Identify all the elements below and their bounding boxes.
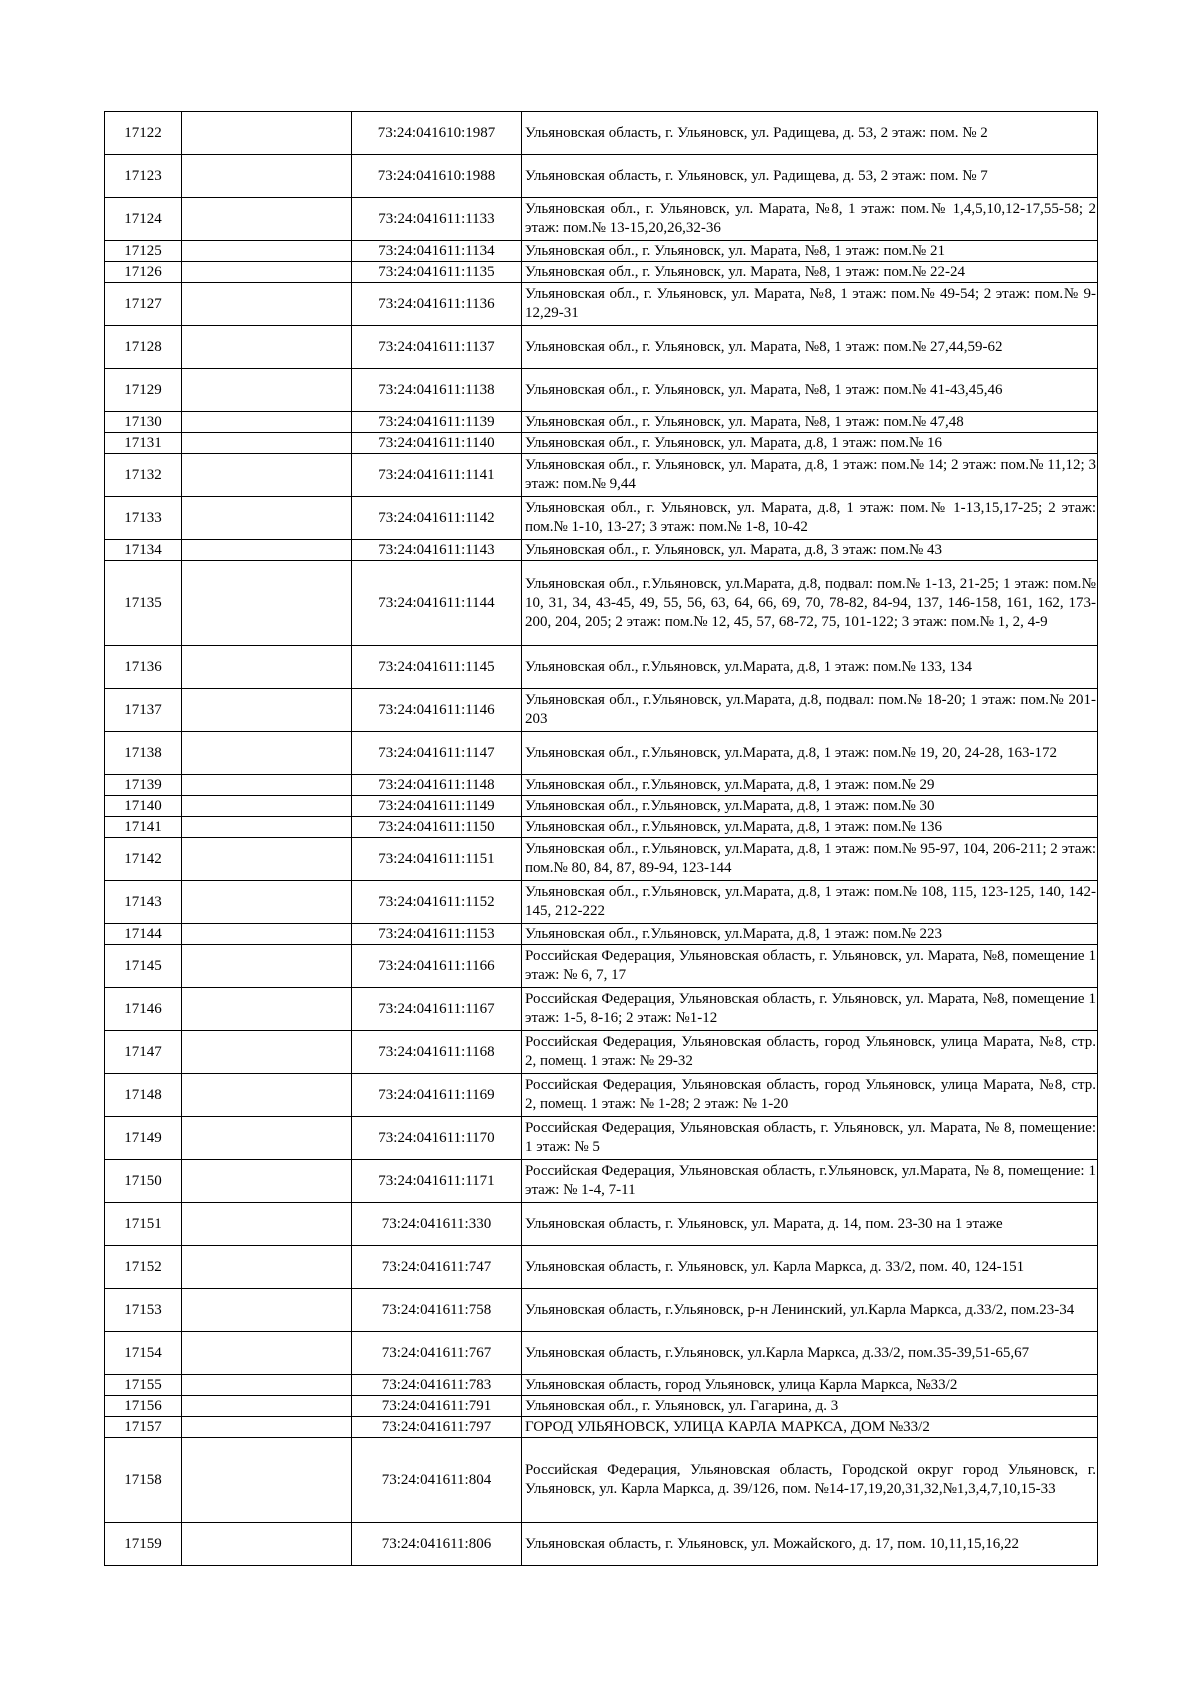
empty-cell <box>182 924 352 945</box>
empty-cell <box>182 454 352 497</box>
empty-cell <box>182 1417 352 1438</box>
row-number-cell: 17122 <box>105 112 182 155</box>
empty-cell <box>182 775 352 796</box>
address-cell: Ульяновская обл., г.Ульяновск, ул.Марата, д.8, подвал: пом.№ 1-13, 21-25; 1 этаж: пом.№ 10, 31, 34, 43-45, 49, 55, 56, 63, 64, 66, 69, 70, 78-82, 84-94, 137, 146-158, 161, 162, 173-200, 204, 205; 2 этаж: пом.№ 12, 45, 57, 68-72, 75, 101-122; 3 этаж: пом.№ 1, 2, 4-9 <box>522 561 1098 646</box>
table-row <box>105 1160 1098 1203</box>
cadastral-number-cell: 73:24:041611:1148 <box>352 775 522 796</box>
address-cell: Ульяновская область, г. Ульяновск, ул. Можайского, д. 17, пом. 10,11,15,16,22 <box>522 1523 1098 1566</box>
table-row <box>105 112 1098 155</box>
empty-cell <box>182 838 352 881</box>
table-row <box>105 689 1098 732</box>
empty-cell <box>182 1031 352 1074</box>
table-row <box>105 1396 1098 1417</box>
empty-cell <box>182 1332 352 1375</box>
row-number-cell: 17150 <box>105 1160 182 1203</box>
address-cell: Ульяновская область, г. Ульяновск, ул. Карла Маркса, д. 33/2, пом. 40, 124-151 <box>522 1246 1098 1289</box>
row-number-cell: 17151 <box>105 1203 182 1246</box>
row-number-cell: 17153 <box>105 1289 182 1332</box>
empty-cell <box>182 198 352 241</box>
empty-cell <box>182 945 352 988</box>
address-cell: Ульяновская обл., г. Ульяновск, ул. Марата, №8, 1 этаж: пом.№ 27,44,59-62 <box>522 326 1098 369</box>
cadastral-number-cell: 73:24:041611:1150 <box>352 817 522 838</box>
row-number-cell: 17125 <box>105 241 182 262</box>
table-row <box>105 1523 1098 1566</box>
cadastral-number-cell: 73:24:041610:1987 <box>352 112 522 155</box>
address-cell: Ульяновская обл., г. Ульяновск, ул. Марата, №8, 1 этаж: пом.№ 41-43,45,46 <box>522 369 1098 412</box>
row-number-cell: 17156 <box>105 1396 182 1417</box>
table-row <box>105 561 1098 646</box>
cadastral-number-cell: 73:24:041611:1153 <box>352 924 522 945</box>
address-cell: Российская Федерация, Ульяновская область, г. Ульяновск, ул. Марата, №8, помещение 1 этаж: № 6, 7, 17 <box>522 945 1098 988</box>
cadastral-number-cell: 73:24:041611:1147 <box>352 732 522 775</box>
address-cell: Ульяновская обл., г. Ульяновск, ул. Марата, №8, 1 этаж: пом.№ 47,48 <box>522 412 1098 433</box>
empty-cell <box>182 369 352 412</box>
address-cell: Ульяновская обл., г.Ульяновск, ул.Марата, д.8, 1 этаж: пом.№ 136 <box>522 817 1098 838</box>
row-number-cell: 17129 <box>105 369 182 412</box>
cadastral-number-cell: 73:24:041611:1169 <box>352 1074 522 1117</box>
empty-cell <box>182 241 352 262</box>
table-row <box>105 1117 1098 1160</box>
cadastral-number-cell: 73:24:041611:797 <box>352 1417 522 1438</box>
empty-cell <box>182 262 352 283</box>
cadastral-number-cell: 73:24:041611:1135 <box>352 262 522 283</box>
table-row <box>105 1074 1098 1117</box>
row-number-cell: 17157 <box>105 1417 182 1438</box>
cadastral-number-cell: 73:24:041611:1171 <box>352 1160 522 1203</box>
address-cell: Ульяновская обл., г.Ульяновск, ул.Марата, д.8, 1 этаж: пом.№ 108, 115, 123-125, 140, 142-145, 212-222 <box>522 881 1098 924</box>
row-number-cell: 17148 <box>105 1074 182 1117</box>
table-row <box>105 1438 1098 1523</box>
empty-cell <box>182 497 352 540</box>
table-row <box>105 1375 1098 1396</box>
empty-cell <box>182 283 352 326</box>
row-number-cell: 17127 <box>105 283 182 326</box>
address-cell: Ульяновская область, г.Ульяновск, р-н Ленинский, ул.Карла Маркса, д.33/2, пом.23-34 <box>522 1289 1098 1332</box>
cadastral-number-cell: 73:24:041611:767 <box>352 1332 522 1375</box>
table-row <box>105 988 1098 1031</box>
address-cell: Ульяновская обл., г. Ульяновск, ул. Марата, д.8, 1 этаж: пом.№ 14; 2 этаж: пом.№ 11,12; 3 этаж: пом.№ 9,44 <box>522 454 1098 497</box>
table-row <box>105 1417 1098 1438</box>
table-row <box>105 838 1098 881</box>
empty-cell <box>182 817 352 838</box>
table-row <box>105 881 1098 924</box>
row-number-cell: 17132 <box>105 454 182 497</box>
address-cell: Российская Федерация, Ульяновская область, город Ульяновск, улица Марата, №8, стр. 2, помещ. 1 этаж: № 1-28; 2 этаж: № 1-20 <box>522 1074 1098 1117</box>
row-number-cell: 17147 <box>105 1031 182 1074</box>
address-cell: Ульяновская область, г.Ульяновск, ул.Карла Маркса, д.33/2, пом.35-39,51-65,67 <box>522 1332 1098 1375</box>
table-row <box>105 945 1098 988</box>
cadastral-number-cell: 73:24:041611:758 <box>352 1289 522 1332</box>
address-cell: Ульяновская область, г. Ульяновск, ул. Радищева, д. 53, 2 этаж: пом. № 2 <box>522 112 1098 155</box>
row-number-cell: 17135 <box>105 561 182 646</box>
cadastral-number-cell: 73:24:041611:804 <box>352 1438 522 1523</box>
table-row <box>105 262 1098 283</box>
table-row <box>105 1031 1098 1074</box>
row-number-cell: 17133 <box>105 497 182 540</box>
address-cell: Ульяновская область, г. Ульяновск, ул. Радищева, д. 53, 2 этаж: пом. № 7 <box>522 155 1098 198</box>
address-cell: Ульяновская обл., г. Ульяновск, ул. Гагарина, д. 3 <box>522 1396 1098 1417</box>
table-row <box>105 433 1098 454</box>
row-number-cell: 17154 <box>105 1332 182 1375</box>
cadastral-number-cell: 73:24:041611:1152 <box>352 881 522 924</box>
cadastral-number-cell: 73:24:041611:1145 <box>352 646 522 689</box>
row-number-cell: 17124 <box>105 198 182 241</box>
address-cell: Российская Федерация, Ульяновская область, г. Ульяновск, ул. Марата, № 8, помещение: 1 этаж: № 5 <box>522 1117 1098 1160</box>
cadastral-number-cell: 73:24:041611:1139 <box>352 412 522 433</box>
cadastral-number-cell: 73:24:041611:1142 <box>352 497 522 540</box>
empty-cell <box>182 1203 352 1246</box>
cadastral-number-cell: 73:24:041611:783 <box>352 1375 522 1396</box>
address-cell: Ульяновская обл., г.Ульяновск, ул.Марата, д.8, 1 этаж: пом.№ 133, 134 <box>522 646 1098 689</box>
empty-cell <box>182 796 352 817</box>
empty-cell <box>182 881 352 924</box>
table-row <box>105 198 1098 241</box>
address-cell: Ульяновская обл., г.Ульяновск, ул.Марата, д.8, 1 этаж: пом.№ 29 <box>522 775 1098 796</box>
table-row <box>105 817 1098 838</box>
cadastral-number-cell: 73:24:041611:1166 <box>352 945 522 988</box>
cadastral-number-cell: 73:24:041611:1138 <box>352 369 522 412</box>
row-number-cell: 17142 <box>105 838 182 881</box>
address-cell: Ульяновская обл., г. Ульяновск, ул. Марата, д.8, 1 этаж: пом.№ 16 <box>522 433 1098 454</box>
table-row <box>105 412 1098 433</box>
cadastral-number-cell: 73:24:041611:1170 <box>352 1117 522 1160</box>
row-number-cell: 17130 <box>105 412 182 433</box>
row-number-cell: 17126 <box>105 262 182 283</box>
empty-cell <box>182 1396 352 1417</box>
row-number-cell: 17123 <box>105 155 182 198</box>
row-number-cell: 17138 <box>105 732 182 775</box>
empty-cell <box>182 326 352 369</box>
cadastral-number-cell: 73:24:041611:1149 <box>352 796 522 817</box>
table-row <box>105 497 1098 540</box>
empty-cell <box>182 732 352 775</box>
table-row <box>105 775 1098 796</box>
cadastral-number-cell: 73:24:041611:1133 <box>352 198 522 241</box>
cadastral-number-cell: 73:24:041610:1988 <box>352 155 522 198</box>
cadastral-number-cell: 73:24:041611:1140 <box>352 433 522 454</box>
address-cell: Ульяновская область, г. Ульяновск, ул. Марата, д. 14, пом. 23-30 на 1 этаже <box>522 1203 1098 1246</box>
cadastral-number-cell: 73:24:041611:1134 <box>352 241 522 262</box>
row-number-cell: 17149 <box>105 1117 182 1160</box>
empty-cell <box>182 1246 352 1289</box>
registry-body <box>105 112 1098 1566</box>
row-number-cell: 17152 <box>105 1246 182 1289</box>
table-row <box>105 241 1098 262</box>
empty-cell <box>182 155 352 198</box>
registry-table <box>104 111 1098 1566</box>
empty-cell <box>182 1289 352 1332</box>
cadastral-number-cell: 73:24:041611:1136 <box>352 283 522 326</box>
address-cell: Ульяновская обл., г. Ульяновск, ул. Марата, №8, 1 этаж: пом.№ 49-54; 2 этаж: пом.№ 9-12,29-31 <box>522 283 1098 326</box>
address-cell: Ульяновская обл., г.Ульяновск, ул.Марата, д.8, 1 этаж: пом.№ 223 <box>522 924 1098 945</box>
empty-cell <box>182 112 352 155</box>
empty-cell <box>182 1523 352 1566</box>
address-cell: Ульяновская область, город Ульяновск, улица Карла Маркса, №33/2 <box>522 1375 1098 1396</box>
empty-cell <box>182 1438 352 1523</box>
row-number-cell: 17146 <box>105 988 182 1031</box>
cadastral-number-cell: 73:24:041611:1143 <box>352 540 522 561</box>
row-number-cell: 17137 <box>105 689 182 732</box>
address-cell: Российская Федерация, Ульяновская область, г.Ульяновск, ул.Марата, № 8, помещение: 1 этаж: № 1-4, 7-11 <box>522 1160 1098 1203</box>
row-number-cell: 17155 <box>105 1375 182 1396</box>
row-number-cell: 17158 <box>105 1438 182 1523</box>
cadastral-number-cell: 73:24:041611:1151 <box>352 838 522 881</box>
table-row <box>105 1332 1098 1375</box>
empty-cell <box>182 540 352 561</box>
address-cell: Ульяновская обл., г. Ульяновск, ул. Марата, д.8, 1 этаж: пом.№ 1-13,15,17-25; 2 этаж: пом.№ 1-10, 13-27; 3 этаж: пом.№ 1-8, 10-42 <box>522 497 1098 540</box>
cadastral-number-cell: 73:24:041611:791 <box>352 1396 522 1417</box>
cadastral-number-cell: 73:24:041611:1137 <box>352 326 522 369</box>
cadastral-number-cell: 73:24:041611:1146 <box>352 689 522 732</box>
table-row <box>105 540 1098 561</box>
cadastral-number-cell: 73:24:041611:806 <box>352 1523 522 1566</box>
row-number-cell: 17140 <box>105 796 182 817</box>
row-number-cell: 17143 <box>105 881 182 924</box>
empty-cell <box>182 412 352 433</box>
address-cell: Ульяновская обл., г. Ульяновск, ул. Марата, №8, 1 этаж: пом.№ 21 <box>522 241 1098 262</box>
empty-cell <box>182 1117 352 1160</box>
empty-cell <box>182 1074 352 1117</box>
table-row <box>105 454 1098 497</box>
address-cell: ГОРОД УЛЬЯНОВСК, УЛИЦА КАРЛА МАРКСА, ДОМ №33/2 <box>522 1417 1098 1438</box>
cadastral-number-cell: 73:24:041611:747 <box>352 1246 522 1289</box>
address-cell: Ульяновская обл., г.Ульяновск, ул.Марата, д.8, 1 этаж: пом.№ 30 <box>522 796 1098 817</box>
empty-cell <box>182 433 352 454</box>
cadastral-number-cell: 73:24:041611:1144 <box>352 561 522 646</box>
row-number-cell: 17159 <box>105 1523 182 1566</box>
row-number-cell: 17131 <box>105 433 182 454</box>
empty-cell <box>182 561 352 646</box>
table-row <box>105 1246 1098 1289</box>
row-number-cell: 17134 <box>105 540 182 561</box>
empty-cell <box>182 646 352 689</box>
address-cell: Ульяновская обл., г. Ульяновск, ул. Марата, д.8, 3 этаж: пом.№ 43 <box>522 540 1098 561</box>
table-row <box>105 283 1098 326</box>
table-row <box>105 155 1098 198</box>
empty-cell <box>182 689 352 732</box>
table-row <box>105 924 1098 945</box>
table-row <box>105 646 1098 689</box>
cadastral-number-cell: 73:24:041611:330 <box>352 1203 522 1246</box>
empty-cell <box>182 988 352 1031</box>
row-number-cell: 17144 <box>105 924 182 945</box>
address-cell: Российская Федерация, Ульяновская область, Городской округ город Ульяновск, г. Ульяновск, ул. Карла Маркса, д. 39/126, пом. №14-17,19,20,31,32,№1,3,4,7,10,15-33 <box>522 1438 1098 1523</box>
row-number-cell: 17139 <box>105 775 182 796</box>
cadastral-number-cell: 73:24:041611:1168 <box>352 1031 522 1074</box>
table-row <box>105 796 1098 817</box>
table-row <box>105 326 1098 369</box>
row-number-cell: 17136 <box>105 646 182 689</box>
empty-cell <box>182 1375 352 1396</box>
address-cell: Российская Федерация, Ульяновская область, г. Ульяновск, ул. Марата, №8, помещение 1 этаж: 1-5, 8-16; 2 этаж: №1-12 <box>522 988 1098 1031</box>
table-row <box>105 1203 1098 1246</box>
address-cell: Российская Федерация, Ульяновская область, город Ульяновск, улица Марата, №8, стр. 2, помещ. 1 этаж: № 29-32 <box>522 1031 1098 1074</box>
address-cell: Ульяновская обл., г. Ульяновск, ул. Марата, №8, 1 этаж: пом.№ 1,4,5,10,12-17,55-58; 2 этаж: пом.№ 13-15,20,26,32-36 <box>522 198 1098 241</box>
row-number-cell: 17145 <box>105 945 182 988</box>
address-cell: Ульяновская обл., г. Ульяновск, ул. Марата, №8, 1 этаж: пом.№ 22-24 <box>522 262 1098 283</box>
table-row <box>105 369 1098 412</box>
address-cell: Ульяновская обл., г.Ульяновск, ул.Марата, д.8, 1 этаж: пом.№ 95-97, 104, 206-211; 2 этаж: пом.№ 80, 84, 87, 89-94, 123-144 <box>522 838 1098 881</box>
address-cell: Ульяновская обл., г.Ульяновск, ул.Марата, д.8, 1 этаж: пом.№ 19, 20, 24-28, 163-172 <box>522 732 1098 775</box>
cadastral-number-cell: 73:24:041611:1141 <box>352 454 522 497</box>
table-row <box>105 732 1098 775</box>
row-number-cell: 17141 <box>105 817 182 838</box>
address-cell: Ульяновская обл., г.Ульяновск, ул.Марата, д.8, подвал: пом.№ 18-20; 1 этаж: пом.№ 201-203 <box>522 689 1098 732</box>
table-row <box>105 1289 1098 1332</box>
cadastral-number-cell: 73:24:041611:1167 <box>352 988 522 1031</box>
empty-cell <box>182 1160 352 1203</box>
row-number-cell: 17128 <box>105 326 182 369</box>
